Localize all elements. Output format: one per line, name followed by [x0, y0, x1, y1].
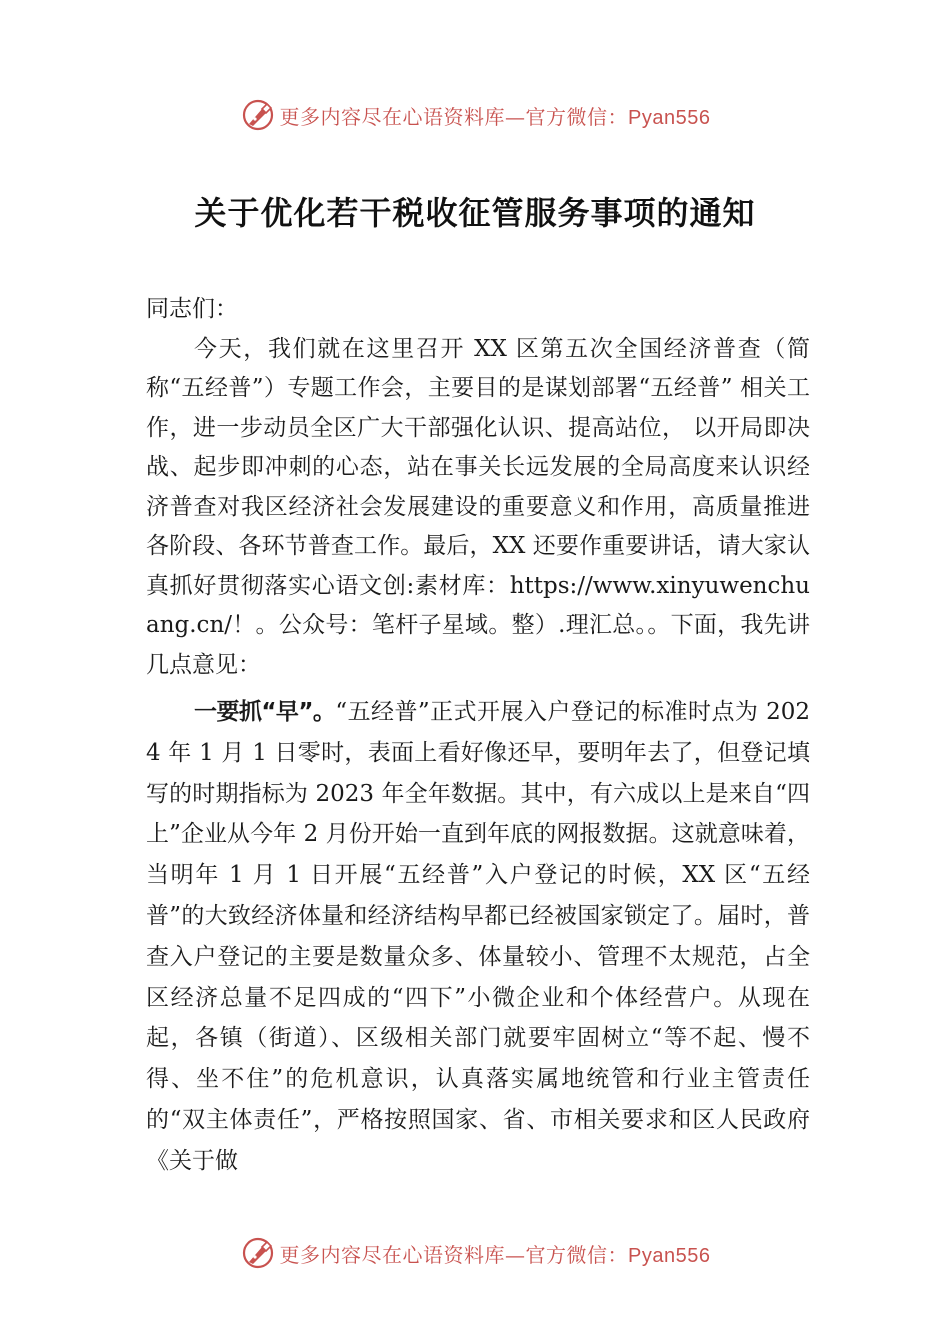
point1-text: “五经普”正式开展入户登记的标准时点为 2024 年 1 月 1 日零时，表面上看好像还早，要明年去了，但登记填写的时期指标为 2023 年全年数据。其中，有六成以上是来自“四上”企业从今年 2 月份开始一直到年底的网报数据。这就意味着，当明年 1 月 1 日开展“五经普”入户登记的时候，XX 区“五经普”的大致经济体量和经济结构早都已经被国家锁定了。届时，普查入户登记的主要是数量众多、体量较小、管理不太规范，占全区经济总量不足四成的“四下”小微企业和个体经营户。从现在起，各镇（街道）、区级相关部门就要牢固树立“等不起、慢不得、坐不住”的危机意识，认真落实属地统管和行业主管责任的“双主体责任”，严格按照国家、省、市相关要求和区人民政府《关于做: [146, 699, 810, 1174]
salutation: 同志们：: [146, 296, 238, 322]
intro-paragraph: 今天，我们就在这里召开 XX 区第五次全国经济普查（简称“五经普”）专题工作会，主要目的是谋划部署“五经普” 相关工作，进一步动员全区广大干部强化认识、提高站位， 以开局即决战、起步即冲刺的心态，站在事关长远发展的全局高度来认识经济普查对我区经济社会发展建设的重要意义和作用，高质量推进各阶段、各环节普查工作。最后，XX 还要作重要讲话，请大家认真抓好贯彻落实心语文创:素材库：https://www.xinyuwenchuang.cn/！。公众号：笔杆子星域。整）.理汇总。。下面，我先讲几点意见：: [146, 335, 810, 678]
pen-nib-logo-icon: [240, 1235, 276, 1271]
document-body-intro: [146, 290, 810, 685]
watermark-footer: [0, 1233, 950, 1273]
document-body-point1: [146, 692, 810, 1182]
point1-lead: 一要抓“早”。: [194, 699, 336, 725]
point1-paragraph: [146, 692, 810, 1182]
watermark-text: 更多内容尽在心语资料库—官方微信：Pyan556: [279, 104, 711, 129]
watermark-header: [0, 95, 950, 135]
watermark-text: 更多内容尽在心语资料库—官方微信：Pyan556: [279, 1242, 711, 1267]
pen-nib-logo-icon: [240, 97, 276, 133]
document-title: 关于优化若干税收征管服务事项的通知: [194, 194, 756, 232]
